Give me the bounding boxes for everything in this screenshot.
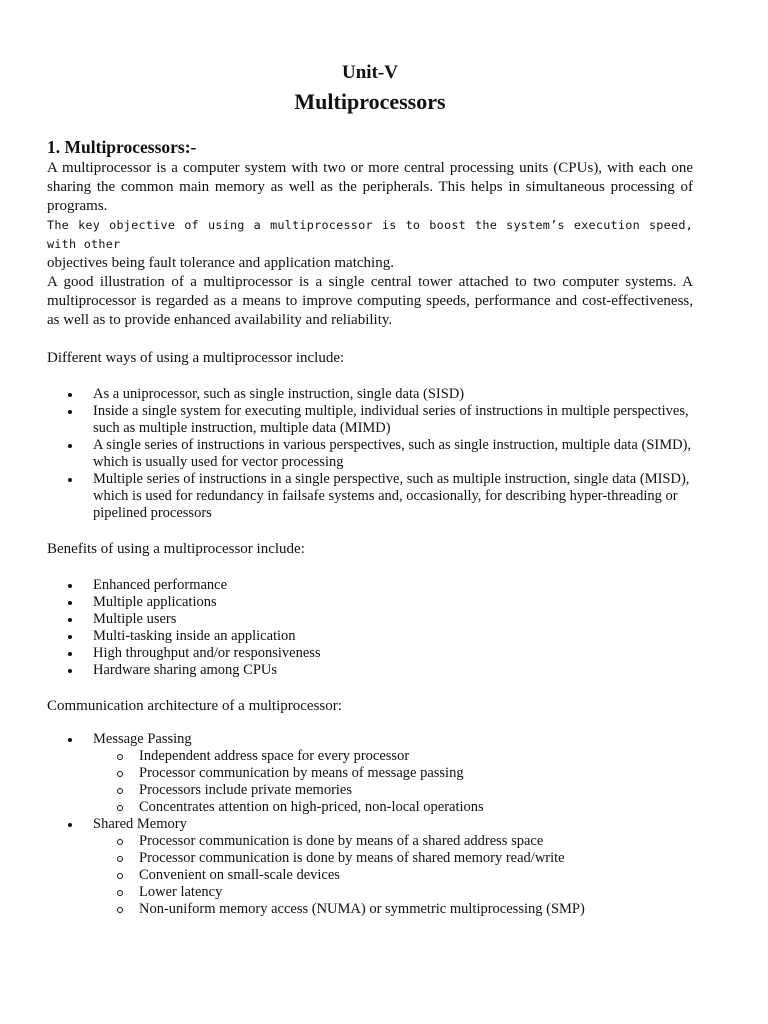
circle-bullet-icon xyxy=(117,890,123,896)
sublist-item: Processor communication is done by means of shared memory read/write xyxy=(139,850,693,867)
paragraph-definition: A multiprocessor is a computer system with two or more central processing units (CPUs), with each one sharing the common main memory as well as the peripherals. This helps in simultaneous processing of programs. xyxy=(47,160,693,214)
spacer xyxy=(47,716,693,731)
paragraph-objective-tail: objectives being fault tolerance and application matching. xyxy=(47,255,394,271)
circle-bullet-icon xyxy=(117,788,123,794)
paragraph-objective: The key objective of using a multiprocessor is to boost the system’s execution speed, with other xyxy=(47,218,693,251)
bullet-icon xyxy=(68,478,72,482)
spacer xyxy=(47,522,693,540)
bullet-icon xyxy=(68,669,72,673)
bullet-icon xyxy=(68,584,72,588)
list-item: Multiple series of instructions in a single perspective, such as multiple instruction, single data (MISD), which is used for redundancy in failsafe systems and, occasionally, for describing hyper-threading or pipelined processors xyxy=(93,471,693,522)
bullet-icon xyxy=(68,823,72,827)
list-item: As a uniprocessor, such as single instruction, single data (SISD) xyxy=(93,386,693,403)
circle-bullet-icon xyxy=(117,839,123,845)
list-item-message-passing: Message Passing Independent address space for every processor Processor communication by means of message passing Processors include private memories Concentrates attention on high-priced, non-local operations xyxy=(93,731,693,816)
page-title: Multiprocessors xyxy=(294,89,446,114)
spacer xyxy=(47,679,693,697)
sublist-item: Processors include private memories xyxy=(139,782,693,799)
circle-bullet-icon xyxy=(117,805,123,811)
spacer xyxy=(47,330,693,349)
list-item: Hardware sharing among CPUs xyxy=(93,662,693,679)
list-item: Multiple applications xyxy=(93,594,693,611)
sublist-item: Processor communication by means of message passing xyxy=(139,765,693,782)
bullet-icon xyxy=(68,652,72,656)
communication-list xyxy=(47,731,693,918)
sublist-item: Processor communication is done by means of a shared address space xyxy=(139,833,693,850)
benefits-intro: Benefits of using a multiprocessor include: xyxy=(47,541,305,557)
unit-title: Unit-V xyxy=(342,62,398,83)
list-item-shared-memory: Shared Memory Processor communication is done by means of a shared address space Processor communication is done by means of shared memory read/write Convenient on small-scale devices Lower latency Non-uniform memory access (NUMA) or symmetric multiprocessing (SMP) xyxy=(93,816,693,918)
bullet-icon xyxy=(68,601,72,605)
circle-bullet-icon xyxy=(117,754,123,760)
paragraph-illustration: A good illustration of a multiprocessor is a single central tower attached to two computer systems. A multiprocessor is regarded as a means to improve computing speeds, performance and cost-effectiveness, as well as to provide enhanced availability and reliability. xyxy=(47,274,693,328)
sublist-item: Convenient on small-scale devices xyxy=(139,867,693,884)
message-passing-sublist xyxy=(93,748,693,816)
section-heading: 1. Multiprocessors:- xyxy=(47,137,197,157)
list-item: Multi-tasking inside an application xyxy=(93,628,693,645)
bullet-icon xyxy=(68,393,72,397)
list-item: Enhanced performance xyxy=(93,577,693,594)
document-body xyxy=(47,136,693,918)
bullet-icon xyxy=(68,410,72,414)
sublist-item: Lower latency xyxy=(139,884,693,901)
sublist-item: Independent address space for every processor xyxy=(139,748,693,765)
list-item: Inside a single system for executing multiple, individual series of instructions in multiple perspectives, such as multiple instruction, multiple data (MIMD) xyxy=(93,403,693,437)
bullet-icon xyxy=(68,635,72,639)
spacer xyxy=(47,368,693,386)
circle-bullet-icon xyxy=(117,771,123,777)
bullet-icon xyxy=(68,444,72,448)
circle-bullet-icon xyxy=(117,873,123,879)
bullet-icon xyxy=(68,738,72,742)
benefits-list xyxy=(47,577,693,679)
list-item: High throughput and/or responsiveness xyxy=(93,645,693,662)
ways-list xyxy=(47,386,693,522)
sublist-item: Concentrates attention on high-priced, non-local operations xyxy=(139,799,693,816)
communication-intro: Communication architecture of a multiprocessor: xyxy=(47,698,342,714)
list-item: Multiple users xyxy=(93,611,693,628)
list-item: A single series of instructions in various perspectives, such as single instruction, multiple data (SIMD), which is usually used for vector processing xyxy=(93,437,693,471)
circle-bullet-icon xyxy=(117,856,123,862)
ways-intro: Different ways of using a multiprocessor include: xyxy=(47,350,345,366)
circle-bullet-icon xyxy=(117,907,123,913)
sublist-item: Non-uniform memory access (NUMA) or symmetric multiprocessing (SMP) xyxy=(139,901,693,918)
shared-memory-sublist xyxy=(93,833,693,918)
spacer xyxy=(47,559,693,577)
bullet-icon xyxy=(68,618,72,622)
